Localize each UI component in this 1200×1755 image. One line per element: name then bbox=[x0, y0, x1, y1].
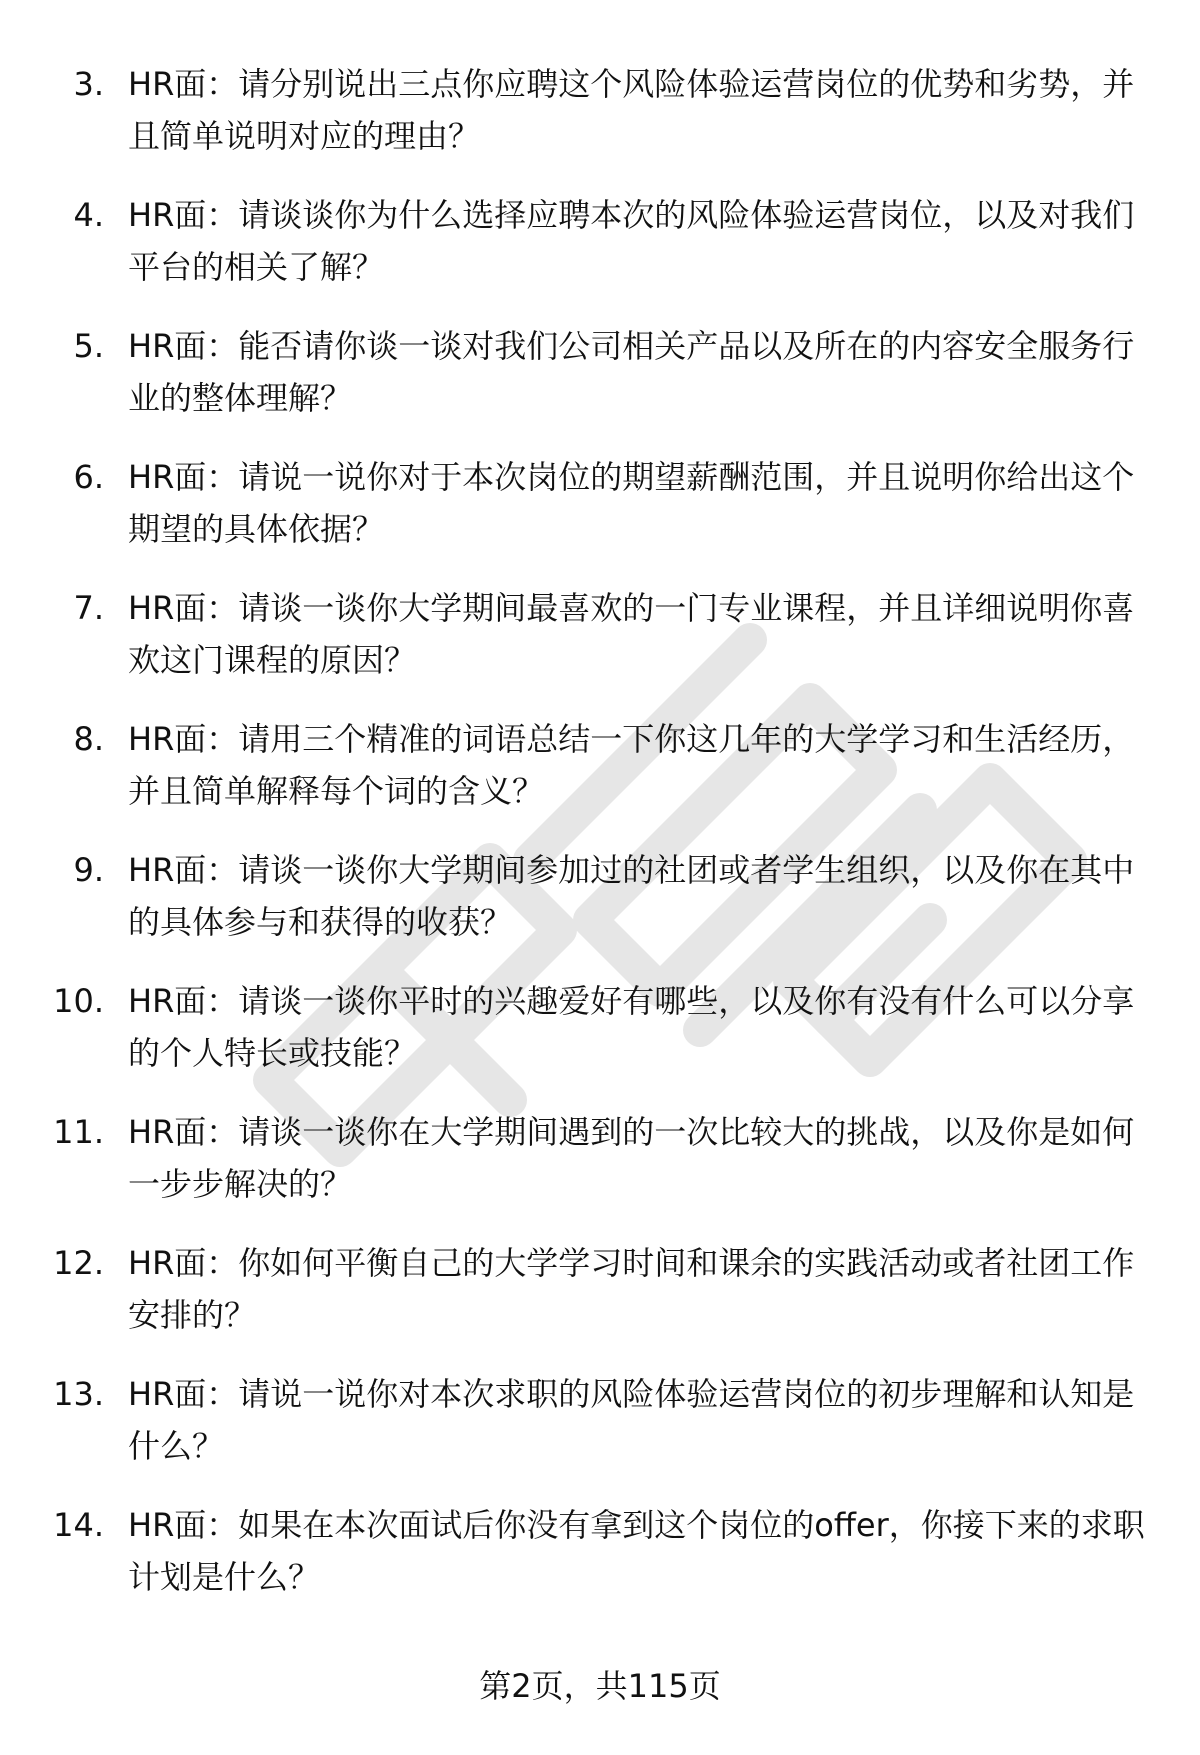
question-item bbox=[0, 451, 1200, 582]
question-item bbox=[0, 1368, 1200, 1499]
question-text: HR面：请谈一谈你大学期间最喜欢的一门专业课程，并且详细说明你喜欢这门课程的原因？ bbox=[128, 589, 1135, 679]
question-number: 13. bbox=[53, 1375, 104, 1413]
question-text: HR面：请谈谈你为什么选择应聘本次的风险体验运营岗位，以及对我们平台的相关了解？ bbox=[128, 196, 1135, 286]
question-text: HR面：请分别说出三点你应聘这个风险体验运营岗位的优势和劣势，并且简单说明对应的理由？ bbox=[128, 65, 1135, 155]
question-number: 4. bbox=[73, 196, 104, 234]
question-text: HR面：请谈一谈你平时的兴趣爱好有哪些，以及你有没有什么可以分享的个人特长或技能？ bbox=[128, 982, 1135, 1072]
question-number: 11. bbox=[53, 1113, 104, 1151]
question-item bbox=[0, 1499, 1200, 1630]
question-number: 12. bbox=[53, 1244, 104, 1282]
question-text: HR面：请用三个精准的词语总结一下你这几年的大学学习和生活经历，并且简单解释每个词的含义？ bbox=[128, 720, 1135, 810]
question-number: 7. bbox=[73, 589, 104, 627]
question-item bbox=[0, 189, 1200, 320]
question-item bbox=[0, 975, 1200, 1106]
question-item bbox=[0, 58, 1200, 189]
question-number: 10. bbox=[53, 982, 104, 1020]
question-number: 14. bbox=[53, 1506, 104, 1544]
question-text: HR面：能否请你谈一谈对我们公司相关产品以及所在的内容安全服务行业的整体理解？ bbox=[128, 327, 1135, 417]
question-text: HR面：请谈一谈你在大学期间遇到的一次比较大的挑战，以及你是如何一步步解决的？ bbox=[128, 1113, 1135, 1203]
question-item bbox=[0, 713, 1200, 844]
question-text: HR面：请谈一谈你大学期间参加过的社团或者学生组织，以及你在其中的具体参与和获得的收获？ bbox=[128, 851, 1135, 941]
question-list bbox=[0, 58, 1200, 1630]
question-item bbox=[0, 1106, 1200, 1237]
question-text: HR面：如果在本次面试后你没有拿到这个岗位的offer，你接下来的求职计划是什么？ bbox=[128, 1506, 1145, 1596]
question-item bbox=[0, 320, 1200, 451]
page-footer: 第2页，共115页 bbox=[479, 1667, 721, 1705]
question-item bbox=[0, 844, 1200, 975]
question-item bbox=[0, 1237, 1200, 1368]
question-item bbox=[0, 582, 1200, 713]
question-number: 5. bbox=[73, 327, 104, 365]
question-text: HR面：你如何平衡自己的大学学习时间和课余的实践活动或者社团工作安排的？ bbox=[128, 1244, 1135, 1334]
question-text: HR面：请说一说你对于本次岗位的期望薪酬范围，并且说明你给出这个期望的具体依据？ bbox=[128, 458, 1135, 548]
question-number: 3. bbox=[73, 65, 104, 103]
question-number: 6. bbox=[73, 458, 104, 496]
question-text: HR面：请说一说你对本次求职的风险体验运营岗位的初步理解和认知是什么？ bbox=[128, 1375, 1135, 1465]
question-number: 8. bbox=[73, 720, 104, 758]
question-number: 9. bbox=[73, 851, 104, 889]
